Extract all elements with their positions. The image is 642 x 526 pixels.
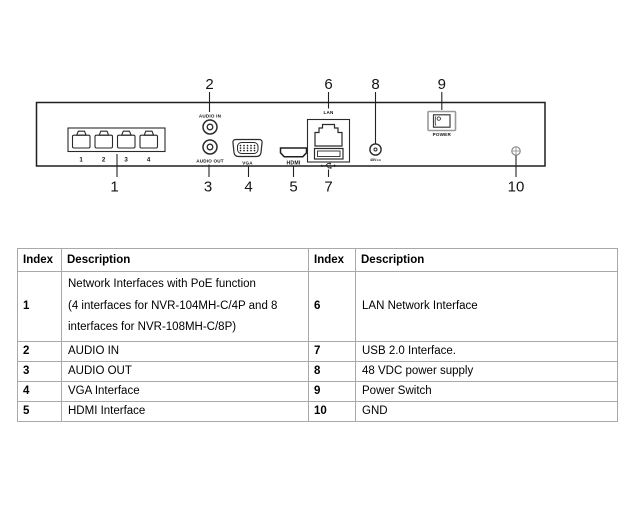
description-cell: AUDIO OUT [62, 361, 309, 381]
description-line: (4 interfaces for NVR-104MH-C/4P and 8 [68, 299, 278, 312]
index-cell: 8 [309, 361, 356, 381]
description-line: Network Interfaces with PoE function [68, 278, 256, 290]
description-cell: HDMI Interface [62, 401, 309, 421]
index-cell: 5 [18, 401, 62, 421]
description-cell: 48 VDC power supply [356, 361, 618, 381]
table-row [18, 381, 618, 401]
callout-number-9: 9 [437, 76, 446, 93]
poe-port-number: 2 [101, 156, 106, 164]
index-cell: 2 [18, 341, 62, 361]
table-row [18, 401, 618, 421]
poe-port-number: 4 [146, 156, 151, 164]
callout-number-4: 4 [244, 178, 253, 196]
table-row [18, 272, 618, 342]
power-switch-label: POWER [432, 131, 451, 137]
description-cell [62, 272, 309, 342]
index-cell: 4 [18, 381, 62, 401]
description-line: interfaces for NVR-108MH-C/8P) [68, 321, 237, 333]
callout-number-7: 7 [324, 178, 333, 196]
description-cell: LAN Network Interface [356, 272, 618, 342]
callout-number-10: 10 [507, 178, 525, 196]
table-header-row [18, 249, 618, 272]
callout-number-1: 1 [110, 178, 119, 196]
lan-label: LAN [323, 110, 334, 115]
table-row [18, 341, 618, 361]
index-cell: 3 [18, 361, 62, 381]
poe-port-number: 1 [79, 156, 84, 164]
callout-number-3: 3 [203, 178, 213, 196]
callout-number-2: 2 [205, 76, 214, 93]
index-cell: 6 [309, 272, 356, 342]
rear-panel-diagram [0, 0, 642, 240]
description-cell: AUDIO IN [62, 341, 309, 361]
callout-number-8: 8 [371, 76, 380, 93]
poe-port-number: 3 [124, 156, 129, 164]
index-cell: 10 [309, 401, 356, 421]
header-index-left: Index [18, 249, 62, 272]
callout-number-6: 6 [324, 76, 333, 93]
table-row [18, 361, 618, 381]
header-desc-right: Description [356, 249, 618, 272]
description-cell: Power Switch [356, 381, 618, 401]
vga-label: VGA [242, 160, 253, 166]
description-cell: VGA Interface [62, 381, 309, 401]
index-cell: 9 [309, 381, 356, 401]
gnd-screw-icon [512, 147, 520, 155]
description-cell: USB 2.0 Interface. [356, 341, 618, 361]
power-jack-label: 48V== [370, 157, 381, 162]
index-cell: 7 [309, 341, 356, 361]
callout-number-5: 5 [289, 178, 298, 196]
index-cell: 1 [18, 272, 62, 342]
description-cell: GND [356, 401, 618, 421]
header-index-right: Index [309, 249, 356, 272]
audio-in-label: AUDIO IN [198, 113, 222, 119]
header-desc-left: Description [62, 249, 309, 272]
audio-out-label: AUDIO OUT [196, 158, 224, 164]
interface-description-table [17, 248, 618, 422]
hdmi-label: HDMI [286, 160, 301, 167]
